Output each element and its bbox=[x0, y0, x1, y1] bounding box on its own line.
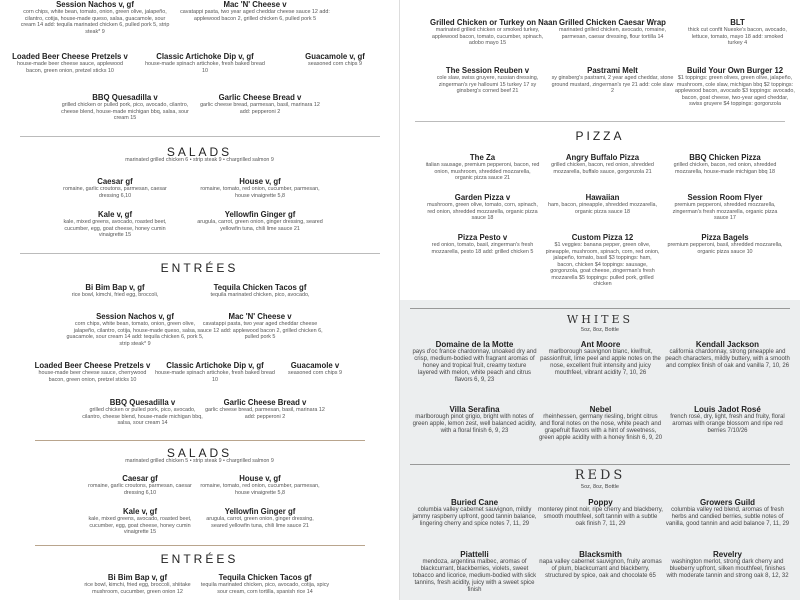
menu-item bbox=[145, 52, 265, 74]
item-name: Session Nachos v, gf bbox=[96, 312, 174, 321]
menu-page-right-top bbox=[400, 0, 800, 300]
menu-item bbox=[195, 283, 325, 299]
item-desc: corn chips, white bean, tomato, onion, green olive, jalapeño, cilantro, cotija, house-made queso, salsa, guacamole, sour cream 14 add: tequila marinated chicken 6, pulled pork 5, strip steak* 9 bbox=[20, 9, 170, 35]
item-desc: garlic cheese bread, parmesan, basil, marinara 12 add: pepperoni 2 bbox=[205, 407, 325, 420]
menu-item bbox=[55, 210, 175, 239]
section-title-whites: WHITES bbox=[566, 313, 634, 326]
wine-name: Louis Jadot Rosé bbox=[694, 405, 761, 414]
wine-desc: columbia valley cabernet sauvignon, mildly jammy raspberry upfront, good tannin balance, lingering cherry and spice notes 7, 11, 29 bbox=[412, 507, 537, 527]
divider bbox=[410, 308, 790, 309]
menu-item bbox=[280, 361, 350, 377]
item-name: Custom Pizza 12 bbox=[571, 233, 634, 242]
item-desc: rice bowl, kimchi, fried egg, broccoli, bbox=[71, 292, 159, 298]
section-title-entrees: ENTRÉES bbox=[160, 552, 239, 566]
item-name: Tequila Chicken Tacos gf bbox=[213, 283, 307, 292]
menu-item bbox=[425, 153, 540, 182]
item-name: Bi Bim Bap v, gf bbox=[107, 573, 168, 582]
item-name: Classic Artichoke Dip v, gf bbox=[166, 361, 264, 370]
item-desc: tequila marinated chicken, pico, avocado, bbox=[210, 292, 310, 298]
divider bbox=[35, 545, 365, 546]
menu-item bbox=[685, 18, 790, 47]
menu-item bbox=[280, 52, 390, 68]
item-name: Hawaiian bbox=[585, 193, 620, 202]
item-desc: cavatappi pasta, two year aged cheddar cheese sauce 12 add: applewood bacon 2, grilled chicken 6, pulled pork 5 bbox=[180, 9, 330, 22]
menu-item bbox=[55, 177, 175, 199]
menu-item bbox=[430, 18, 558, 47]
wine-item bbox=[538, 498, 663, 528]
item-desc: grilled chicken, bacon, red onion, shredded mozzarella, house-made michigan bbq 18 bbox=[673, 162, 777, 175]
item-desc: thick cut confit Nueske's bacon, avocado, lettuce, tomato, mayo 18 add: smoked turkey 4 bbox=[688, 27, 787, 46]
wine-desc: french rosé, dry, light, fresh and fruity, floral aromas with orange blossom and ripe red berries 7/10/26 bbox=[670, 414, 785, 434]
section-title-reds: REDS bbox=[574, 468, 626, 483]
item-name: BBQ Quesadilla v bbox=[92, 93, 158, 102]
item-name: House v, gf bbox=[239, 474, 281, 483]
wine-desc: monterey pinot noir, ripe cherry and blackberry, smooth mouthfeel, soft tannin with a subtle oak finish 7, 11, 29 bbox=[538, 507, 663, 527]
divider bbox=[20, 136, 380, 137]
wine-desc: pays d'oc france chardonnay, unoaked dry and crisp, medium-bodied with fragrant aromas of honey and tropical fruit, creamy texture layered with melon, white peach and citrus flavors 6, 9, 23 bbox=[412, 349, 537, 383]
item-name: Yellowfin Ginger gf bbox=[224, 210, 296, 219]
wine-desc: mendoza, argentina malbec, aromas of blackcurrant, blackberries, violets, sweet tobacco and licorice, medium-bodied with slick tannins, fresh acidity, juicy with a sweet spice finish bbox=[412, 559, 537, 593]
item-desc: kale, mixed greens, avocado, roasted beet, cucumber, egg, goat cheese, honey cumin vinaigrette 15 bbox=[88, 516, 192, 535]
item-name: Session Nachos v, gf bbox=[56, 0, 134, 9]
item-name: Kale v, gf bbox=[97, 210, 133, 219]
item-name: Pizza Pesto v bbox=[457, 233, 508, 242]
divider bbox=[20, 253, 380, 254]
menu-item bbox=[180, 0, 330, 22]
menu-item bbox=[200, 474, 320, 496]
menu-item bbox=[200, 507, 320, 529]
item-desc: corn chips, white bean, tomato, onion, green olive, jalapeño, cilantro, cotija, house-made queso, salsa, guacamole, sour cream 14 add: tequila chicken 6, pork 5, strip steak* 9 bbox=[66, 321, 204, 347]
menu-item bbox=[200, 573, 330, 595]
divider bbox=[415, 121, 785, 122]
wine-item bbox=[665, 498, 790, 528]
wine-item bbox=[538, 405, 663, 442]
menu-item bbox=[80, 398, 205, 427]
wine-name: Ant Moore bbox=[580, 340, 621, 349]
item-name: Mac 'N' Cheese v bbox=[228, 312, 292, 321]
wine-name: Piattelli bbox=[460, 550, 489, 559]
menu-item bbox=[10, 52, 130, 74]
item-name: Pastrami Melt bbox=[587, 66, 638, 75]
wine-desc: marlborough pinot grigio, bright with notes of green apple, lemon zest, well balanced acidity, with a floral finish 6, 9, 23 bbox=[412, 414, 537, 434]
wine-item bbox=[538, 550, 663, 580]
wine-item bbox=[412, 550, 537, 594]
wine-desc: california chardonnay, strong pineapple and peach characters, mildly buttery, with a smooth and complex finish of oak and vanilla 7, 10, 26 bbox=[665, 349, 790, 369]
item-desc: arugula, carrot, green onion, ginger dressing, seared yellowfin tuna, chili lime sauce 21 bbox=[206, 516, 314, 529]
menu-item bbox=[55, 283, 175, 299]
item-desc: italian sausage, premium pepperoni, bacon, red onion, mushroom, shredded mozzarella, organic pizza sauce 21 bbox=[425, 162, 540, 181]
item-name: Build Your Own Burger 12 bbox=[686, 66, 784, 75]
item-name: Bi Bim Bap v, gf bbox=[85, 283, 145, 292]
item-desc: house-made beer cheese sauce, applewood bacon, green onion, pretzel sticks 10 bbox=[16, 61, 124, 74]
item-name: Tequila Chicken Tacos gf bbox=[218, 573, 312, 582]
item-desc: garlic cheese bread, parmesan, basil, marinara 12 add: pepperoni 2 bbox=[200, 102, 320, 115]
menu-item bbox=[675, 66, 795, 108]
item-name: The Session Reuben v bbox=[445, 66, 530, 75]
wine-desc: marlborough sauvignon blanc, kiwifruit, passionfruit, lime peel and apple notes on the nose, excellent fruit intensity and juicy mouthfeel, vibrant acidity 7, 10, 26 bbox=[540, 349, 661, 376]
menu-item bbox=[80, 474, 200, 496]
item-desc: marinated grilled chicken, avocado, romaine, parmesan, caesar dressing, flour tortilla 14 bbox=[559, 27, 666, 40]
item-desc: mushroom, green olive, tomato, corn, spinach, red onion, shredded mozzarella, organic pizza sauce 18 bbox=[427, 202, 538, 221]
item-desc: grilled chicken or pulled pork, pico, avocado, cilantro, cheese blend, house-made michigan bbq, salsa, sour cream 14 bbox=[82, 407, 203, 426]
menu-item bbox=[195, 312, 325, 341]
item-desc: arugula, carrot, green onion, ginger dressing, seared yellowfin tuna, chili lime sauce 21 bbox=[197, 219, 323, 232]
wine-name: Poppy bbox=[588, 498, 613, 507]
menu-item bbox=[30, 361, 155, 383]
menu-item bbox=[665, 193, 785, 222]
menu-item bbox=[430, 66, 545, 95]
reds-pour-sizes: 5oz, 8oz, Bottle bbox=[581, 484, 619, 490]
wine-name: Kendall Jackson bbox=[695, 340, 760, 349]
menu-item bbox=[75, 573, 200, 595]
item-name: Mac 'N' Cheese v bbox=[223, 0, 287, 9]
item-desc: romaine, garlic croutons, parmesan, caesar dressing 6,10 bbox=[88, 483, 192, 496]
item-desc: house-made spinach artichoke, fresh baked bread 10 bbox=[145, 61, 265, 74]
menu-item bbox=[80, 507, 200, 536]
item-desc: ham, bacon, pineapple, shredded mozzarella, organic pizza sauce 18 bbox=[547, 202, 658, 215]
item-desc: romaine, garlic croutons, parmesan, caesar dressing 6,10 bbox=[63, 186, 167, 199]
menu-item bbox=[545, 233, 660, 288]
item-name: BBQ Chicken Pizza bbox=[689, 153, 761, 162]
item-desc: kale, mixed greens, avocado, roasted beet, cucumber, egg, goat cheese, honey cumin vinaigrette 15 bbox=[63, 219, 167, 238]
salads-addons: marinated grilled chicken 5 • strip steak 9 • chargrilled salmon 9 bbox=[125, 458, 274, 464]
item-desc: cavatappi pasta, two year aged cheddar cheese sauce 12 add: applewood bacon 2, grilled chicken 6, pulled pork 5 bbox=[197, 321, 323, 340]
section-title-salads: SALADS bbox=[166, 145, 233, 159]
menu-item bbox=[195, 93, 325, 115]
wine-name: Revelry bbox=[713, 550, 742, 559]
section-title-entrees: ENTRÉES bbox=[160, 261, 239, 275]
menu-item bbox=[195, 177, 325, 199]
item-desc: tequila marinated chicken, pico, avocado, cotija, spicy sour cream, corn tortilla, spanish rice 14 bbox=[200, 582, 330, 595]
wine-name: Domaine de la Motte bbox=[435, 340, 514, 349]
item-desc: $1 toppings: green olives, green olive, jalapeño, mushroom, cole slaw, michigan bbq $2 toppings: applewood bacon, avocado $3 toppings: avocado, bacon, goat cheese, two-year aged cheddar, swiss gruyere $4 toppings: gorgonzola bbox=[675, 75, 795, 107]
item-name: House v, gf bbox=[239, 177, 281, 186]
menu-item bbox=[550, 18, 675, 40]
wine-desc: washington merlot, strong dark cherry and blueberry upfront, silken mouthfeel, finishes with moderate tannin and strong oak 8, 12, 32 bbox=[666, 559, 789, 579]
item-name: Session Room Flyer bbox=[687, 193, 763, 202]
item-name: Garden Pizza v bbox=[454, 193, 511, 202]
item-desc: rice bowl, kimchi, fried egg, broccoli, shiitake mushroom, cucumber, green onion 12 bbox=[84, 582, 191, 595]
item-name: Grilled Chicken or Turkey on Naan bbox=[430, 18, 558, 27]
item-desc: romaine, tomato, red onion, cucumber, parmesan, house vinaigrette 5,8 bbox=[200, 483, 320, 496]
item-desc: seasoned corn chips 9 bbox=[308, 61, 362, 67]
wine-item bbox=[412, 498, 537, 528]
wine-desc: napa valley cabernet sauvignon, fruity aromas of plum, blackcurrant and blackberry, structured by spice, oak and chocolate 65 bbox=[539, 559, 662, 579]
item-desc: cole slaw, swiss gruyere, russian dressing, zingerman's rye halloumi 15 turkey 17 sy ginsberg's corned beef 21 bbox=[436, 75, 539, 94]
item-name: Classic Artichoke Dip v, gf bbox=[156, 52, 254, 61]
item-name: Garlic Cheese Bread v bbox=[223, 398, 307, 407]
menu-item bbox=[545, 153, 660, 175]
menu-item bbox=[195, 210, 325, 232]
wine-name: Villa Serafina bbox=[449, 405, 500, 414]
item-name: Guacamole v, gf bbox=[305, 52, 365, 61]
menu-item bbox=[155, 361, 275, 383]
item-desc: seasoned corn chips 9 bbox=[288, 370, 342, 376]
menu-item bbox=[20, 0, 170, 35]
menu-item bbox=[205, 398, 325, 420]
section-title-salads: SALADS bbox=[166, 446, 233, 460]
item-name: BLT bbox=[730, 18, 745, 27]
wine-desc: columbia valley red blend, aromas of fresh herbs and candied berries, subtle notes of vanilla, good tannin and acid balance 7, 11, 29 bbox=[665, 507, 790, 527]
wine-item bbox=[412, 340, 537, 384]
item-desc: marinated grilled chicken or smoked turkey, applewood bacon, tomato, cucumber, spinach, adobo mayo 15 bbox=[431, 27, 544, 46]
item-desc: sy ginsberg's pastrami, 2 year aged cheddar, stone ground mustard, zingerman's rye 21 add: cole slaw 2 bbox=[551, 75, 674, 94]
wine-desc: rheinhessen, germany riesling, bright citrus and floral notes on the nose, white peach and grapefruit flavors with a hint of sweetness, green apple acidity with a honey finish 6, 9, 20 bbox=[538, 414, 663, 441]
menu-item bbox=[550, 66, 675, 95]
item-name: Caesar gf bbox=[97, 177, 133, 186]
item-name: Yellowfin Ginger gf bbox=[224, 507, 296, 516]
item-name: Caesar gf bbox=[122, 474, 158, 483]
item-name: BBQ Quesadilla v bbox=[109, 398, 176, 407]
item-name: Pizza Bagels bbox=[701, 233, 749, 242]
item-desc: $1 veggies: banana pepper, green olive, pineapple, mushroom, spinach, corn, red onion, jalapeño, tomato, basil $3 toppings: ham, bacon, chicken $4 toppings: sausage, gorgonzola, goat cheese, zingerman's fresh mozzarella $5 toppings: pulled pork, grilled chicken bbox=[545, 242, 660, 287]
wine-item bbox=[665, 550, 790, 580]
item-name: Loaded Beer Cheese Pretzels v bbox=[34, 361, 151, 370]
menu-item bbox=[65, 312, 205, 347]
menu-item bbox=[425, 193, 540, 222]
item-name: The Za bbox=[469, 153, 496, 162]
menu-item bbox=[665, 233, 785, 255]
wine-item bbox=[412, 405, 537, 435]
wine-name: Buried Cane bbox=[450, 498, 499, 507]
item-name: Kale v, gf bbox=[122, 507, 158, 516]
menu-item bbox=[665, 153, 785, 175]
menu-item bbox=[545, 193, 660, 215]
menu-item bbox=[425, 233, 540, 255]
item-desc: house-made beer cheese sauce, cherrywood bacon, green onion, pretzel sticks 10 bbox=[38, 370, 147, 383]
divider bbox=[35, 440, 365, 441]
divider bbox=[410, 464, 790, 465]
section-title-pizza: PIZZA bbox=[575, 129, 625, 143]
wine-item bbox=[665, 405, 790, 435]
salads-addons: marinated grilled chicken 6 • strip steak 9 • chargrilled salmon 9 bbox=[125, 157, 274, 163]
whites-pour-sizes: 5oz, 8oz, Bottle bbox=[581, 327, 619, 333]
item-name: Loaded Beer Cheese Pretzels v bbox=[12, 52, 128, 61]
item-desc: house-made spinach artichoke, fresh baked bread 10 bbox=[155, 370, 275, 383]
item-desc: romaine, tomato, red onion, cucumber, parmesan, house vinaigrette 5,8 bbox=[200, 186, 320, 199]
item-name: Garlic Cheese Bread v bbox=[218, 93, 302, 102]
item-desc: grilled chicken or pulled pork, pico, avocado, cilantro, cheese blend, house-made michigan bbq, salsa, sour cream 15 bbox=[61, 102, 189, 121]
item-desc: premium pepperoni, basil, shredded mozzarella, organic pizza sauce 10 bbox=[667, 242, 783, 255]
wine-name: Blacksmith bbox=[579, 550, 622, 559]
item-name: Grilled Chicken Caesar Wrap bbox=[559, 18, 666, 27]
item-name: Guacamole v bbox=[290, 361, 340, 370]
wine-list-panel bbox=[400, 300, 800, 600]
wine-item bbox=[538, 340, 663, 377]
item-name: Angry Buffalo Pizza bbox=[565, 153, 640, 162]
item-desc: grilled chicken, bacon, red onion, shredded mozzarella, buffalo sauce, gorgonzola 21 bbox=[551, 162, 654, 175]
wine-name: Nebel bbox=[589, 405, 612, 414]
item-desc: premium pepperoni, shredded mozzarella, zingerman's fresh mozzarella, organic pizza sauce 17 bbox=[672, 202, 778, 221]
wine-name: Growers Guild bbox=[699, 498, 756, 507]
item-desc: red onion, tomato, basil, zingerman's fresh mozzarella, pesto 18 add: grilled chicken 5 bbox=[431, 242, 534, 255]
wine-item bbox=[665, 340, 790, 370]
menu-item bbox=[55, 93, 195, 122]
